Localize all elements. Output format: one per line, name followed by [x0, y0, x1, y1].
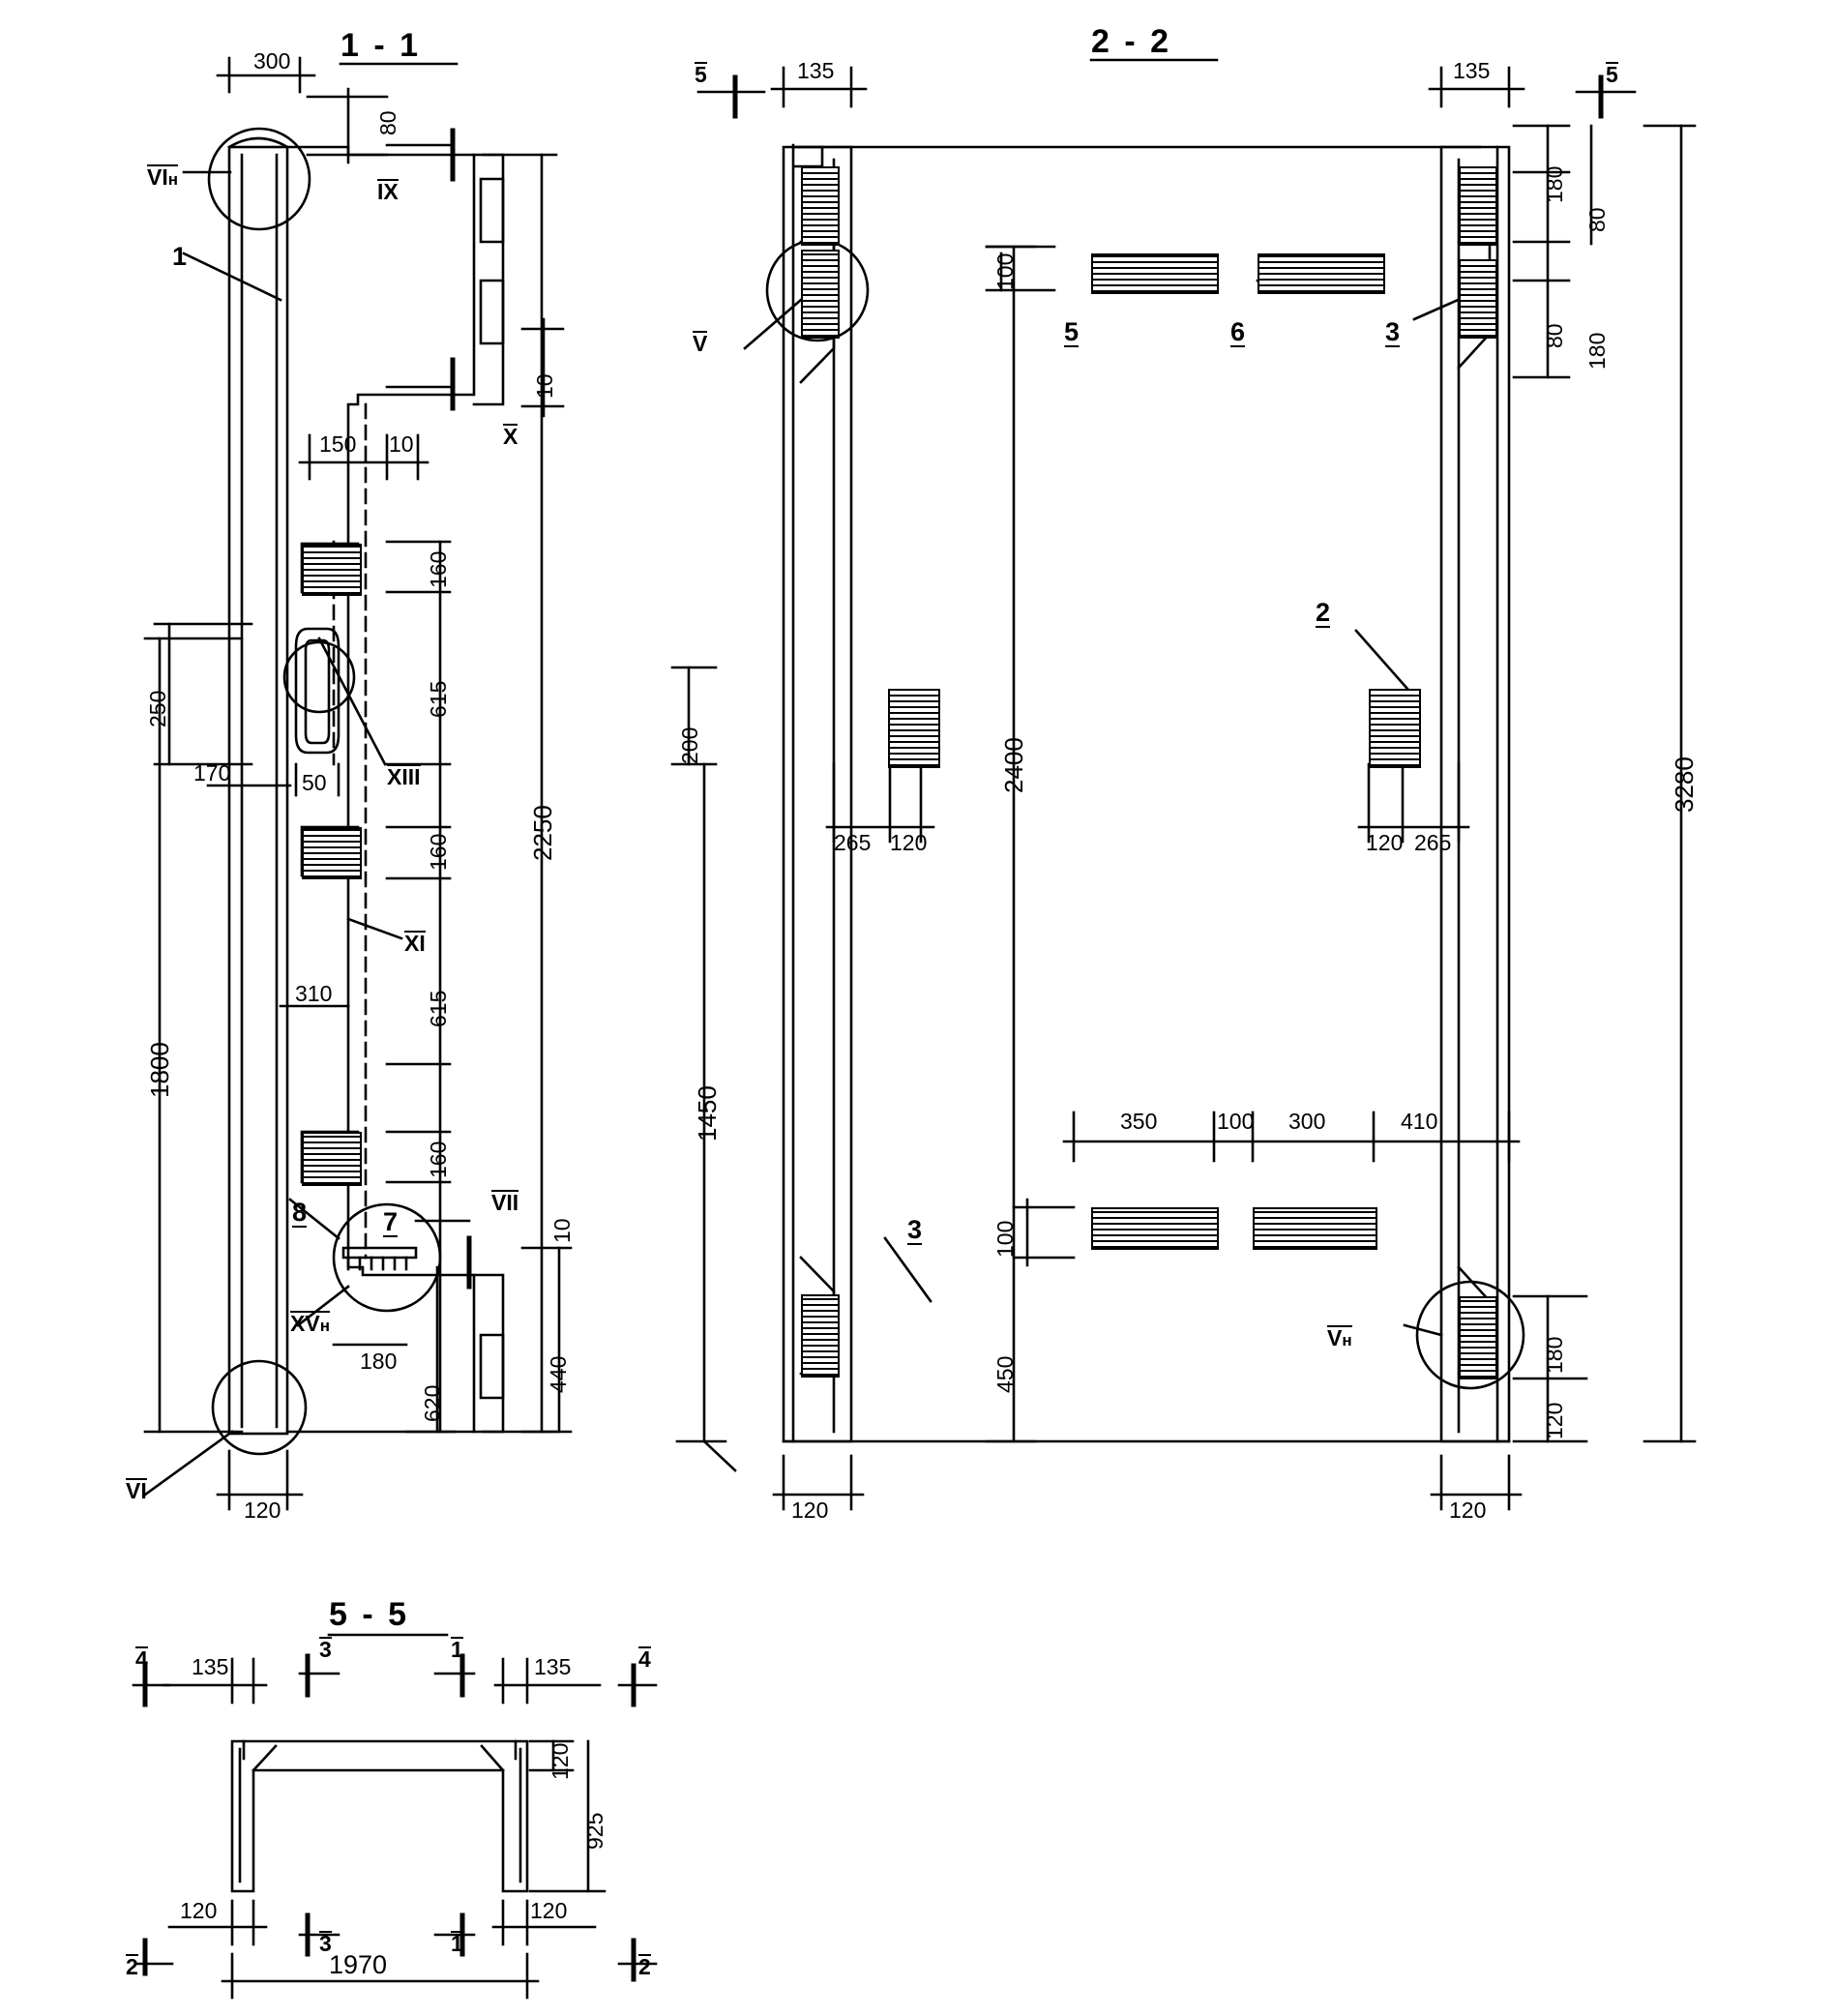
dim-200: 200: [677, 726, 702, 764]
dim-1800: 1800: [145, 1042, 174, 1098]
dim-310: 310: [295, 981, 333, 1006]
dim-265-right: 265: [1414, 830, 1452, 855]
dim-50: 50: [302, 770, 327, 795]
embed-plate: [888, 689, 940, 768]
mark-v-n-text: V: [1327, 1325, 1343, 1350]
mark-vi-n-sub: н: [167, 170, 179, 189]
dim-450: 450: [992, 1355, 1018, 1393]
dim-100-mid: 100: [1217, 1109, 1255, 1134]
embed-plate: [801, 250, 840, 339]
dim-135-right: 135: [1453, 58, 1491, 83]
dim-160-b: 160: [426, 833, 451, 871]
dim-120-left-55: 120: [180, 1898, 218, 1923]
callout-3-bottom: 3: [907, 1215, 923, 1244]
mark-xi: XI: [404, 931, 426, 956]
embed-plate: [1459, 259, 1497, 339]
mark-vi: VI: [126, 1478, 147, 1503]
dim-3280: 3280: [1670, 756, 1699, 813]
dim-135-left: 135: [797, 58, 835, 83]
section-mark-3-top: 3: [319, 1637, 332, 1662]
callout-2: 2: [1316, 598, 1331, 627]
mark-x: X: [503, 424, 518, 449]
section-mark-4-right: 4: [638, 1646, 651, 1672]
dim-150: 150: [319, 431, 357, 457]
dim-1970: 1970: [329, 1950, 388, 1979]
callout-6: 6: [1230, 317, 1246, 346]
dim-250: 250: [145, 690, 170, 727]
mark-xiii: XIII: [387, 764, 421, 789]
dim-135-right-55: 135: [534, 1654, 572, 1679]
mark-vi-n-text: VI: [147, 164, 168, 190]
embed-plate: [1459, 166, 1497, 246]
mark-xv-sub: н: [319, 1317, 330, 1335]
dim-615-a: 615: [426, 680, 451, 718]
section-mark-5-left: 5: [695, 62, 707, 87]
view-title-1-1: 1 - 1: [340, 27, 422, 64]
dim-350: 350: [1120, 1109, 1158, 1134]
dim-120-v: 120: [548, 1742, 573, 1780]
dim-120-left: 120: [890, 830, 928, 855]
dim-615-b: 615: [426, 990, 451, 1027]
dim-180-a: 180: [1542, 165, 1567, 203]
dim-100-top: 100: [992, 252, 1018, 290]
view-title-5-5: 5 - 5: [329, 1596, 410, 1633]
dim-120-bottom-right: 120: [1449, 1497, 1487, 1523]
callout-1: 1: [172, 242, 188, 271]
dim-80: 80: [375, 110, 400, 135]
section-mark-3-bottom: 3: [319, 1931, 332, 1956]
section-mark-1-bottom: 1: [451, 1931, 463, 1956]
embed-plate: [302, 544, 362, 596]
dim-120-right-55: 120: [530, 1898, 568, 1923]
dim-2400: 2400: [999, 737, 1028, 793]
section-mark-4-left: 4: [135, 1646, 148, 1672]
section-mark-2-right: 2: [638, 1954, 651, 1979]
mark-v-n: [1327, 1325, 1352, 1349]
dim-180: 180: [360, 1349, 398, 1374]
embed-plate: [1369, 689, 1421, 768]
dim-10-bottom: 10: [549, 1218, 575, 1243]
dim-2250: 2250: [528, 805, 557, 861]
dim-410: 410: [1401, 1109, 1438, 1134]
dim-160-a: 160: [426, 550, 451, 588]
embed-plate: [801, 1294, 840, 1378]
embed-plate: [1253, 1207, 1377, 1250]
embed-plate: [1091, 253, 1219, 294]
dim-620: 620: [420, 1384, 445, 1422]
mark-xv-text: XV: [290, 1311, 320, 1336]
dim-925: 925: [582, 1812, 607, 1850]
dim-300: 300: [253, 48, 291, 74]
mark-vi-n: [147, 164, 178, 189]
embed-plate: [1091, 1207, 1219, 1250]
embed-plate: [1258, 253, 1385, 294]
dim-80-b: 80: [1542, 323, 1567, 348]
section-mark-2-left: 2: [126, 1954, 138, 1979]
callout-5: 5: [1064, 317, 1080, 346]
dim-10: 10: [389, 431, 414, 457]
dim-100-bottom: 100: [992, 1220, 1018, 1258]
dim-440: 440: [546, 1355, 571, 1393]
mark-v-n-sub: н: [1342, 1331, 1352, 1349]
mark-ix: IX: [377, 179, 399, 204]
embed-plate: [801, 166, 840, 246]
callout-8: 8: [292, 1198, 308, 1227]
dim-160-c: 160: [426, 1141, 451, 1178]
dim-1450: 1450: [693, 1085, 722, 1141]
mark-v: V: [693, 331, 708, 356]
mark-vii: VII: [491, 1190, 519, 1215]
dim-265-left: 265: [834, 830, 872, 855]
dim-120-right: 120: [1366, 830, 1404, 855]
dim-120-bottom-left: 120: [791, 1497, 829, 1523]
dim-170: 170: [193, 760, 231, 786]
dim-300: 300: [1288, 1109, 1326, 1134]
mark-xv-n: [290, 1311, 330, 1335]
embed-plate: [302, 1132, 362, 1186]
section-mark-1-top: 1: [451, 1637, 463, 1662]
dim-120-bottom-right-v: 120: [1542, 1402, 1567, 1439]
dim-180-bottom: 180: [1542, 1336, 1567, 1374]
dim-120-bottom: 120: [244, 1497, 281, 1523]
view-title-2-2: 2 - 2: [1091, 23, 1172, 60]
dim-180-b: 180: [1584, 332, 1610, 370]
section-mark-5-right: 5: [1606, 62, 1618, 87]
dim-80-a: 80: [1584, 207, 1610, 232]
embed-plate: [302, 827, 362, 879]
embed-plate: [1459, 1296, 1497, 1379]
dim-135-left-55: 135: [192, 1654, 229, 1679]
callout-7: 7: [383, 1207, 399, 1236]
callout-3-top: 3: [1385, 317, 1401, 346]
dim-10-right: 10: [532, 373, 557, 399]
